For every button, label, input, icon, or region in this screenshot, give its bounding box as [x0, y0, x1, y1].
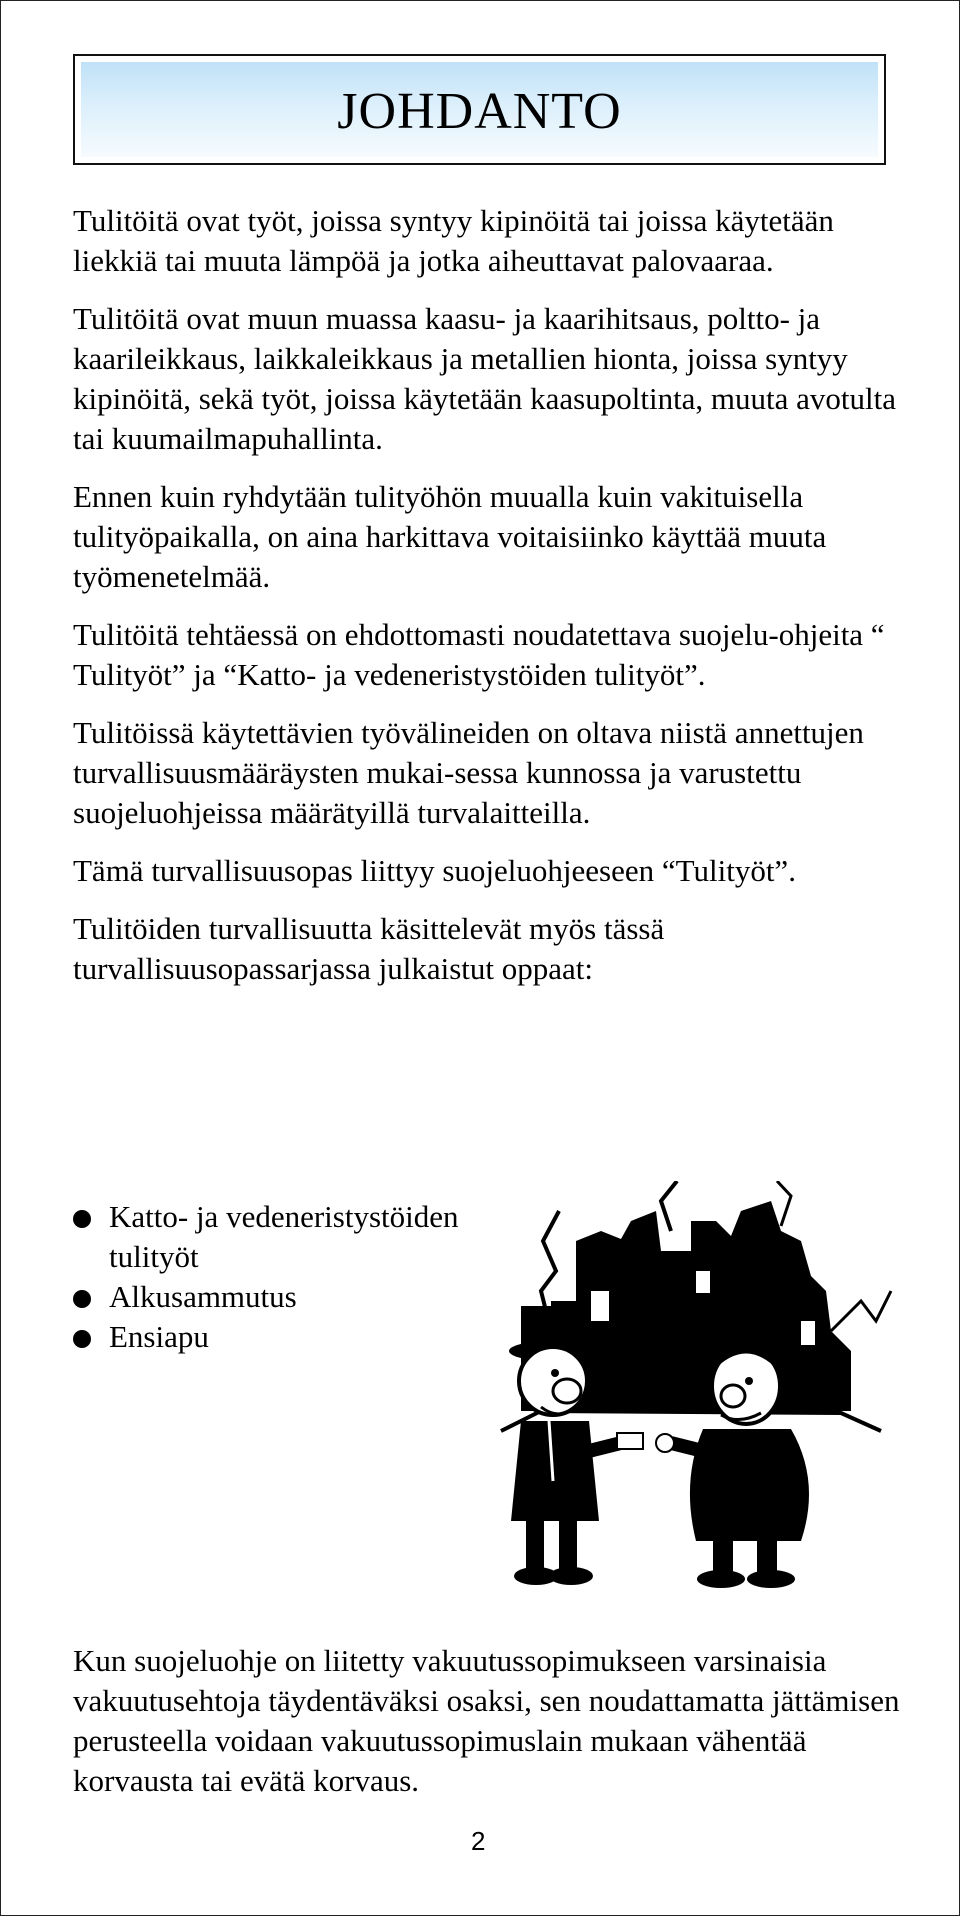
list-item	[73, 1197, 513, 1277]
paragraph: Tulitöitä tehtäessä on ehdottomasti noudatettava suojelu-ohjeita “ Tulityöt” ja “Katto- ja vedeneristystöiden tulityöt”.	[73, 617, 885, 692]
cartoon-illustration	[481, 1181, 901, 1601]
bullet-icon	[73, 1210, 91, 1228]
list-item	[73, 1277, 513, 1317]
title-banner	[81, 62, 878, 157]
paragraph: Ennen kuin ryhdytään tulityöhön muualla kuin vakituisella tulityöpaikalla, on aina harkittava voitaisiinko käyttää muuta työmenetelmää.	[73, 479, 827, 594]
list-item	[73, 1317, 513, 1357]
page-title: JOHDANTO	[337, 83, 622, 140]
title-box	[73, 54, 886, 165]
paragraph: Tulitöissä käytettävien työvälineiden on oltava niistä annettujen turvallisuusmääräysten mukai-sessa kunnossa ja varustettu suojeluohjeissa määrätyillä turvalaitteilla.	[73, 715, 864, 830]
bullet-icon	[73, 1290, 91, 1308]
bullet-icon	[73, 1330, 91, 1348]
paragraph: Tämä turvallisuusopas liittyy suojeluohjeeseen “Tulityöt”.	[73, 853, 796, 888]
paragraph: Tulitöitä ovat työt, joissa syntyy kipinöitä tai joissa käytetään liekkiä tai muuta lämpöä ja jotka aiheuttavat palovaaraa.	[73, 203, 834, 278]
list-item-label: Katto- ja vedeneristystöiden tulityöt	[109, 1199, 459, 1274]
page-number: 2	[471, 1826, 486, 1856]
list-item-label: Alkusammutus	[109, 1279, 297, 1314]
list-item-label: Ensiapu	[109, 1319, 209, 1354]
body-text	[73, 201, 903, 1007]
guide-list	[73, 1197, 513, 1357]
paragraph: Tulitöiden turvallisuutta käsittelevät myös tässä turvallisuusopassarjassa julkaistut oppaat:	[73, 911, 665, 986]
paragraph: Tulitöitä ovat muun muassa kaasu- ja kaarihitsaus, poltto- ja kaarileikkaus, laikkaleikkaus ja metallien hionta, joissa syntyy kipinöitä, sekä työt, joissa käytetään kaasupoltinta, muuta avotulta tai kuumailmapuhallinta.	[73, 301, 897, 456]
footer-paragraph: Kun suojeluohje on liitetty vakuutussopimukseen varsinaisia vakuutusehtoja täydentäväksi osaksi, sen noudattamatta jättämisen perusteella voidaan vakuutussopimuslain mukaan vähentää korvausta tai evätä korvaus.	[73, 1643, 900, 1798]
